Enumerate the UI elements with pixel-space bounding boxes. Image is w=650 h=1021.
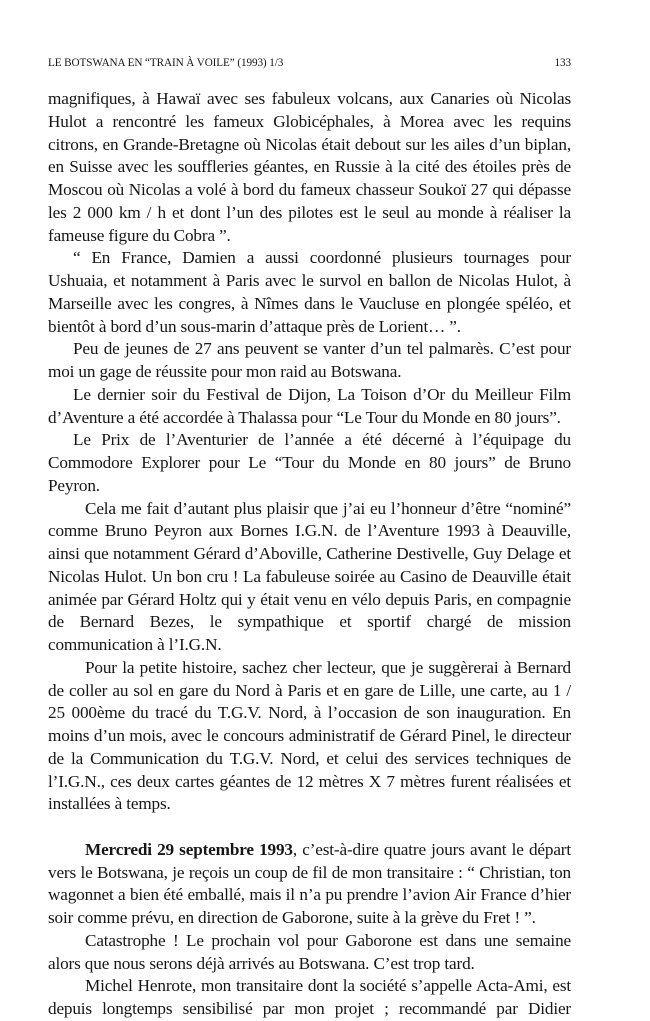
body-text bbox=[48, 88, 571, 1021]
paragraph: “ En France, Damien a aussi coordonné plusieurs tournages pour Ushuaia, et notamment à Paris avec le survol en ballon de Nicolas Hulot, à Marseille avec les congres, à Nîmes dans le Vaucluse en plongée spéléo, et bientôt à bord d’un sous-marin d’attaque près de Lorient… ”. bbox=[48, 248, 571, 336]
date-heading: Mercredi 29 septembre 1993 bbox=[85, 839, 293, 859]
paragraph: Peu de jeunes de 27 ans peuvent se vanter d’un tel palmarès. C’est pour moi un gage de réussite pour mon raid au Botswana. bbox=[48, 339, 571, 381]
paragraph: Catastrophe ! Le prochain vol pour Gaborone est dans une semaine alors que nous serons déjà arrivés au Botswana. C’est trop tard. bbox=[48, 930, 571, 973]
paragraph: Le dernier soir du Festival de Dijon, La Toison d’Or du Meilleur Film d’Aventure a été accordée à Thalassa pour “Le Tour du Monde en 80 jours”. bbox=[48, 384, 571, 427]
page-number: 133 bbox=[554, 57, 571, 69]
paragraph: Pour la petite histoire, sachez cher lecteur, que je suggèrerai à Bernard de coller au sol en gare du Nord à Paris et en gare de Lille, une carte, au 1 / 25 000ème du tracé du T.G.V. Nord, à l’occasion de son inauguration. En moins d’un mois, avec le concours administratif de Gérard Pinel, le directeur de la Communication du T.G.V. Nord, et celui des services techniques de l’I.G.N., ces deux cartes géantes de 12 mètres X 7 mètres furent réalisées et installées à temps. bbox=[48, 657, 571, 814]
paragraph: Cela me fait d’autant plus plaisir que j’ai eu l’honneur d’être “nominé” comme Bruno Peyron aux Bornes I.G.N. de l’Aventure 1993 à Deauville, ainsi que notamment Gérard d’Aboville, Catherine Destivelle, Guy Delage et Nicolas Hulot. Un bon cru ! La fabuleuse soirée au Casino de Deauville était animée par Gérard Holtz qui y était venu en vélo depuis Paris, en compagnie de Bernard Bezes, le sympathique et sportif chargé de mission communication à l’I.G.N. bbox=[48, 498, 571, 654]
paragraph-dated-entry bbox=[48, 839, 571, 930]
paragraph: Michel Henrote, mon transitaire dont la société s’appelle Acta-Ami, est depuis longtemps sensibilisé par mon projet ; recommandé par Didier bbox=[48, 976, 571, 1018]
paragraph-continued: magnifiques, à Hawaï avec ses fabuleux volcans, aux Canaries où Nicolas Hulot a rencontré les fameux Globicéphales, à Morea avec les requins citrons, en Grande-Bretagne où Nicolas était debout sur les ailes d’un biplan, en Suisse avec les souffleries géantes, en Russie à la cité des étoiles près de Moscou où Nicolas a volé à bord du fameux chasseur Soukoï 27 qui dépasse les 2 000 km / h et dont l’un des pilotes est le seul au monde à réaliser la fameuse figure du Cobra ”. bbox=[48, 89, 571, 245]
page-header bbox=[48, 57, 571, 73]
paragraph: Le Prix de l’Aventurier de l’année a été décerné à l’équipage du Commodore Explorer pour Le “Tour du Monde en 80 jours” de Bruno Peyron. bbox=[48, 430, 571, 495]
running-title: LE BOTSWANA EN “TRAIN À VOILE” (1993) 1/3 bbox=[48, 57, 284, 69]
paragraph-text: , c’est-à-dire quatre jours avant le départ vers le Botswana, je reçois un coup de fil de mon transitaire : “ Christian, ton wagonnet a bien été emballé, mais il n’a pu prendre l’avion Air France d’hier soir comme prévu, en direction de Gaborone, suite à la grève du Fret ! ”. bbox=[48, 839, 571, 927]
